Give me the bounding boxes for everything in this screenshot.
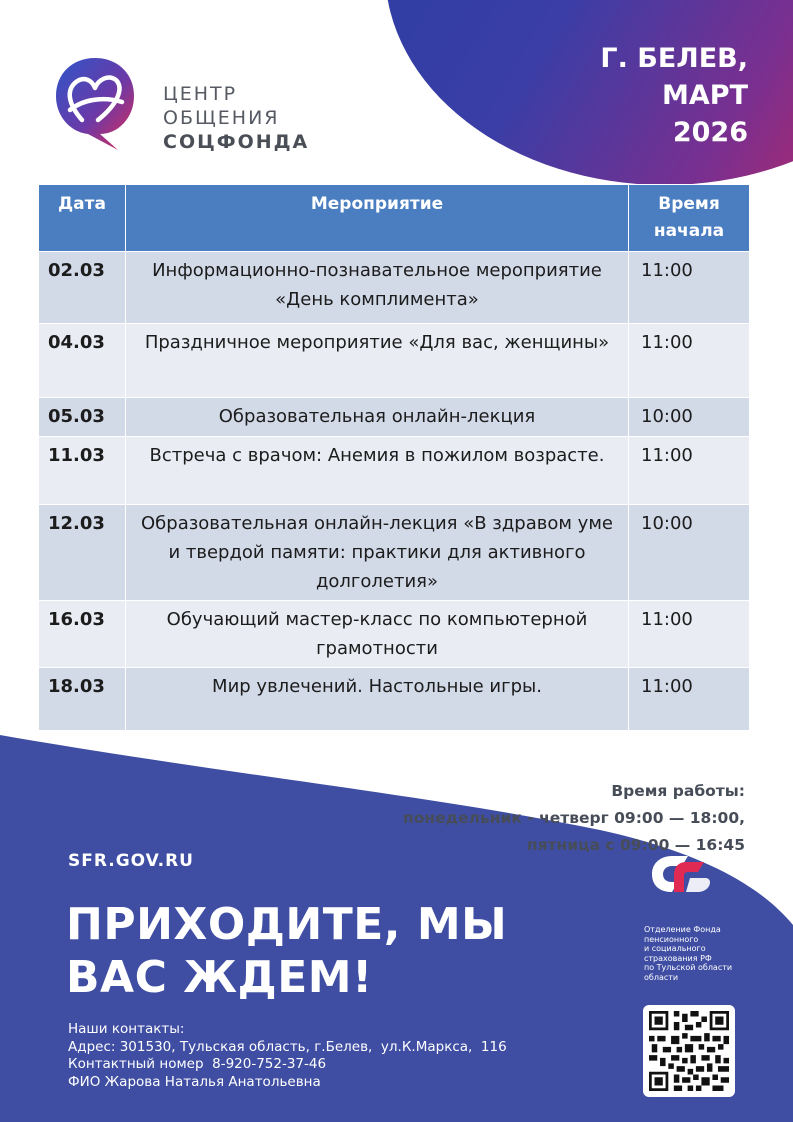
sfr-org-line: пенсионного [644,934,699,944]
row-time: 10:00 [629,505,750,601]
contacts-title: Наши контакты: [68,1021,185,1037]
row-date: 16.03 [39,601,126,668]
table-row [39,252,750,324]
row-date: 05.03 [39,398,126,437]
column-header-time-line1: Время [658,194,720,214]
row-time: 11:00 [629,324,750,398]
sfr-org-line: и социального [644,944,706,953]
table-row [39,324,750,398]
row-date: 02.03 [39,252,126,324]
slogan [66,898,507,1004]
logo-wordmark [163,82,309,154]
logo-line-3: СОЦФОНДА [163,131,310,153]
working-hours [380,778,745,859]
row-date: 12.03 [39,505,126,601]
row-time: 10:00 [629,398,750,437]
row-time: 11:00 [629,668,750,731]
qr-code-pattern [649,1011,729,1091]
city-date-heading [488,40,748,151]
row-event: Информационно-познавательное мероприятие «День комплимента» [126,252,629,324]
schedule-table [38,184,750,731]
table-row [39,505,750,601]
row-date: 11.03 [39,437,126,505]
sfr-logo-icon [644,848,714,898]
year-line: 2026 [672,117,748,148]
heart-logo-icon [52,50,138,150]
sfr-org-line: страхования РФ [644,953,712,963]
row-time: 11:00 [629,252,750,324]
hours-title: Время работы: [611,782,745,800]
city-line: Г. БЕЛЕВ, [600,43,748,74]
contacts-person: ФИО Жарова Наталья Анатольевна [68,1073,321,1090]
contacts-phone: Контактный номер 8-920-752-37-46 [68,1056,327,1072]
row-date: 04.03 [39,324,126,398]
sfr-org-line: области [644,972,679,982]
slogan-line-2: ВАС ЖДЕМ! [66,952,373,1003]
sfr-org-name [644,925,754,982]
hours-weekdays: понедельник - четверг 09:00 — 18:00, [403,809,745,827]
website-link[interactable]: SFR.GOV.RU [68,851,194,871]
column-header-event: Мероприятие [126,185,629,252]
column-header-date: Дата [39,185,126,252]
row-date: 18.03 [39,668,126,731]
table-row [39,601,750,668]
row-event: Образовательная онлайн-лекция [126,398,629,437]
contacts-address: Адрес: 301530, Тульская область, г.Белев, ул.К.Маркса, 116 [68,1038,507,1055]
row-event: Обучающий мастер-класс по компьютерной грамотности [126,601,629,668]
logo-line-2: ОБЩЕНИЯ [163,107,280,129]
sfr-org-line: Отделение Фонда [644,925,721,934]
qr-code-icon[interactable] [643,1005,735,1097]
row-event: Мир увлечений. Настольные игры. [126,668,629,731]
table-row [39,398,750,437]
slogan-line-1: ПРИХОДИТЕ, МЫ [66,899,508,950]
sfr-org-line: по Тульской области [644,963,733,972]
table-row [39,437,750,505]
row-event: Праздничное мероприятие «Для вас, женщины» [126,324,629,398]
row-time: 11:00 [629,601,750,668]
column-header-time [629,185,750,252]
row-event: Образовательная онлайн-лекция «В здравом уме и твердой памяти: практики для активного долголетия» [126,505,629,601]
table-header-row [39,185,750,252]
month-line: МАРТ [662,80,748,111]
contacts-block [68,1021,507,1091]
hours-friday: пятница с 09:00 — 16:45 [526,836,745,854]
row-time: 11:00 [629,437,750,505]
logo-line-1: ЦЕНТР [163,83,238,105]
column-header-time-line2: начала [653,221,725,241]
row-event: Встреча с врачом: Анемия в пожилом возрасте. [126,437,629,505]
